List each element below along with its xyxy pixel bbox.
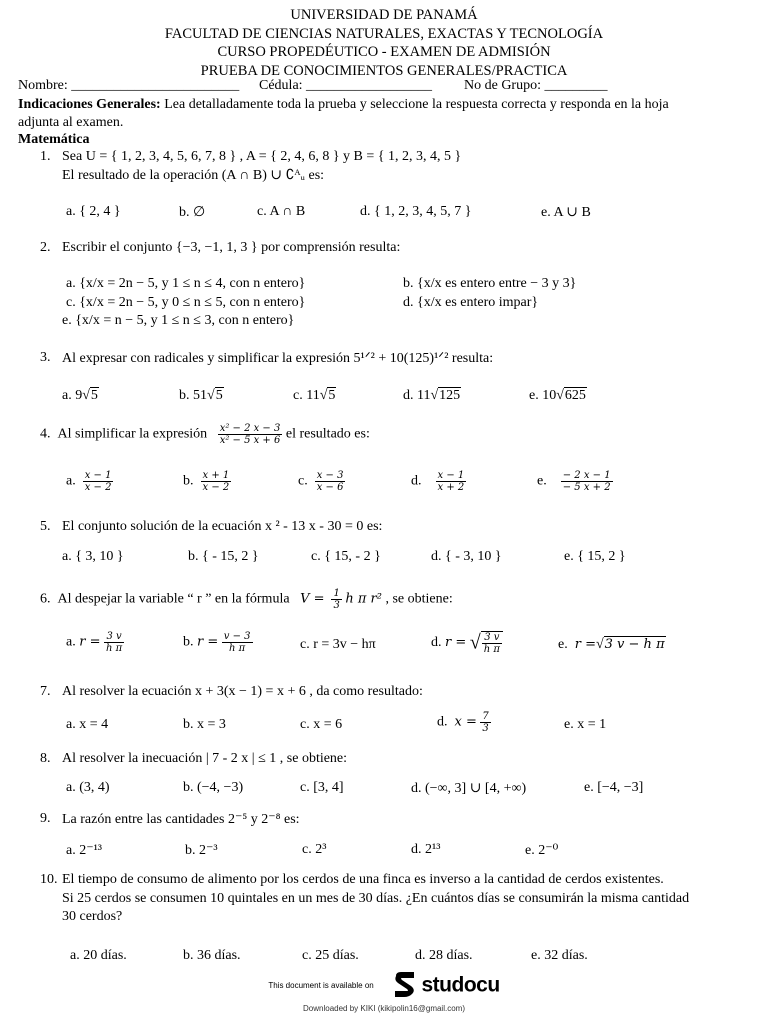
q2-option-c: c. {x/x = 2n − 5, y 0 ≤ n ≤ 5, con n entero} [66, 295, 306, 310]
lhs: r = [79, 634, 101, 650]
fraction [436, 470, 467, 493]
q10-option-d: d. 28 días. [415, 948, 473, 963]
q4-option-d [411, 470, 466, 493]
numerator: 1 [333, 588, 340, 599]
question-8-stem: Al resolver la inecuación | 7 - 2 x | ≤ 1 , se obtiene: [62, 751, 348, 766]
q4-option-c [298, 470, 345, 493]
question-10-line1: El tiempo de consumo de alimento por los cerdos de una finca es inverso a la cantidad de cerdos existentes. [62, 872, 664, 887]
denominator: − 5 x + 2 [562, 482, 611, 493]
option-label: a. [66, 634, 76, 650]
question-9-stem: La razón entre las cantidades 2⁻⁵ y 2⁻⁸ es: [62, 812, 300, 827]
numerator: 7 [482, 711, 489, 722]
radicand: 5 [215, 388, 223, 403]
option-label: d. [411, 473, 422, 489]
q5-option-b: b. { - 15, 2 } [188, 549, 259, 564]
option-label: e. [558, 637, 568, 652]
lhs: r = [574, 637, 596, 652]
option-label: e. [529, 388, 539, 403]
downloaded-by: Downloaded by KIKI (kikipolin16@gmail.com) [303, 1004, 465, 1013]
course-title: CURSO PROPEDÉUTICO - EXAMEN DE ADMISIÓN [217, 44, 551, 60]
option-label: b. [183, 473, 194, 489]
university-name: UNIVERSIDAD DE PANAMÁ [290, 7, 478, 23]
fraction [83, 470, 114, 493]
q3-option-a: a. 9√5 [62, 388, 98, 403]
numerator: − 2 x − 1 [562, 470, 611, 481]
question-2-number: 2. [40, 240, 51, 255]
q7-option-d [437, 711, 491, 734]
radicand: 5 [328, 388, 336, 403]
q5-option-a: a. { 3, 10 } [62, 549, 124, 564]
lhs: r = [197, 634, 219, 650]
formula-lhs: V = [300, 591, 325, 607]
question-1-number: 1. [40, 149, 51, 164]
studocu-footer [0, 970, 768, 1000]
q9-option-a: a. 2⁻¹³ [66, 843, 102, 858]
q8-option-e: e. [−4, −3] [584, 780, 644, 795]
option-label: b. [179, 388, 190, 403]
question-6-stem-end: , se obtiene: [385, 591, 453, 607]
denominator: h π [105, 643, 123, 654]
q2-option-d: d. {x/x es entero impar} [403, 295, 539, 310]
radicand: 125 [439, 388, 461, 403]
q5-option-c: c. { 15, - 2 } [311, 549, 381, 564]
question-6-row [40, 588, 453, 611]
q5-option-e: e. { 15, 2 } [564, 549, 626, 564]
option-label: d. [431, 635, 442, 651]
q7-option-e: e. x = 1 [564, 717, 607, 732]
formula-fraction [331, 588, 341, 611]
fraction [104, 631, 124, 654]
question-7-number: 7. [40, 684, 51, 699]
name-field: Nombre: ________________________ [18, 78, 240, 93]
document-header [0, 6, 768, 80]
question-5-number: 5. [40, 519, 51, 534]
q10-option-b: b. 36 días. [183, 948, 241, 963]
option-label: d. [403, 388, 414, 403]
q3-option-d: d. 11√125 [403, 388, 461, 403]
q4-option-b [183, 470, 231, 493]
q1-option-d: d. { 1, 2, 3, 4, 5, 7 } [360, 204, 472, 219]
q6-option-e: e. r =√3 v − h π [558, 637, 665, 652]
q2-option-a: a. {x/x = 2n − 5, y 1 ≤ n ≤ 4, con n entero} [66, 276, 306, 291]
q1-option-b: b. ∅ [179, 205, 206, 220]
faculty-name: FACULTAD DE CIENCIAS NATURALES, EXACTAS Y TECNOLOGÍA [164, 25, 604, 42]
numerator: 3 v [104, 631, 124, 643]
radicand: 5 [90, 388, 98, 403]
question-2-stem: Escribir el conjunto {−3, −1, 1, 3 } por comprensión resulta: [62, 240, 401, 255]
q7-option-b: b. x = 3 [183, 717, 226, 732]
coefficient: 11 [417, 388, 431, 403]
q8-option-a: a. (3, 4) [66, 780, 110, 795]
numerator: x + 1 [202, 470, 230, 481]
question-4-stem: Al simplificar la expresión [57, 426, 208, 442]
question-4-row [40, 423, 370, 446]
q5-option-d: d. { - 3, 10 } [431, 549, 502, 564]
q9-option-b: b. 2⁻³ [185, 843, 218, 858]
studocu-logo-icon [392, 970, 418, 1001]
q9-option-d: d. 2¹³ [411, 842, 441, 857]
q6-option-c: c. r = 3v − hπ [300, 637, 376, 652]
option-label: c. [298, 473, 308, 489]
question-6-stem: Al despejar la variable “ r ” en la fórmula [57, 591, 290, 607]
q6-option-d: d. r = √ $\frac{3 v}{\text{h π}}$ [431, 631, 503, 655]
question-4-expression [218, 423, 283, 446]
q3-option-c: c. 11√5 [293, 388, 336, 403]
question-10-number: 10. [40, 872, 58, 887]
q7-option-c: c. x = 6 [300, 717, 343, 732]
q4-option-a [66, 470, 113, 493]
denominator: h π [483, 644, 500, 655]
q6-option-a [66, 631, 124, 654]
question-1-stem: Sea U = { 1, 2, 3, 4, 5, 6, 7, 8 } , A = { 2, 4, 6, 8 } y B = { 1, 2, 3, 4, 5 } [62, 149, 462, 164]
instructions-label: Indicaciones Generales: [18, 97, 161, 112]
numerator: v − 3 [223, 631, 251, 642]
available-text: This document is available on [268, 981, 374, 990]
instructions-text: Lea detalladamente toda la prueba y seleccione la respuesta correcta y responda en la hoja [160, 97, 669, 112]
option-label: c. [293, 388, 303, 403]
numerator: x − 3 [316, 470, 344, 481]
q1-option-a: a. { 2, 4 } [66, 204, 121, 219]
q8-option-c: c. [3, 4] [300, 780, 344, 795]
q4-option-e [537, 470, 613, 493]
q7-option-a: a. x = 4 [66, 717, 109, 732]
question-4-number: 4. [40, 426, 51, 442]
fraction [480, 711, 490, 734]
question-3-number: 3. [40, 350, 51, 365]
q6-option-b [183, 631, 253, 654]
coefficient: 11 [306, 388, 320, 403]
q3-option-e: e. 10√625 [529, 388, 586, 403]
q2-option-b: b. {x/x es entero entre − 3 y 3} [403, 276, 577, 291]
question-3-stem: Al expresar con radicales y simplificar la expresión 5¹ᐟ² + 10(125)¹ᐟ² resulta: [62, 351, 494, 366]
denominator: x − 2 [84, 482, 112, 493]
q9-option-c: c. 2³ [302, 842, 327, 857]
denominator: h π [229, 643, 246, 654]
option-label: a. [66, 473, 76, 489]
numerator: 3 v [482, 632, 502, 644]
fraction [315, 470, 346, 493]
question-1-stem-2: El resultado de la operación (A ∩ B) ∪ ∁ᴬᵤ es: [62, 168, 325, 183]
group-field: No de Grupo: _________ [464, 78, 608, 93]
option-label: a. [62, 388, 72, 403]
question-6-number: 6. [40, 591, 51, 607]
fraction [481, 631, 503, 655]
denominator: 3 [482, 723, 489, 734]
test-title: PRUEBA DE CONOCIMIENTOS GENERALES/PRACTICA [200, 62, 568, 79]
q10-option-c: c. 25 días. [302, 948, 359, 963]
q1-option-c: c. A ∩ B [257, 204, 306, 219]
radicand: 3 v − h π [604, 637, 665, 652]
q2-option-e: e. {x/x = n − 5, y 1 ≤ n ≤ 3, con n entero} [62, 313, 295, 328]
lhs: r = [445, 635, 467, 651]
section-title: Matemática [18, 132, 90, 147]
q8-option-b: b. (−4, −3) [183, 780, 244, 795]
instructions-line2: adjunta al examen. [18, 115, 124, 130]
question-5-stem: El conjunto solución de la ecuación x ² - 13 x - 30 = 0 es: [62, 519, 383, 534]
fraction [201, 470, 232, 493]
fraction [222, 631, 253, 654]
coefficient: 9 [75, 388, 83, 403]
denominator: x² − 5 x + 6 [219, 435, 281, 446]
numerator: x − 1 [437, 470, 465, 481]
question-9-number: 9. [40, 811, 51, 826]
denominator: x − 6 [316, 482, 344, 493]
radicand: 625 [564, 388, 586, 403]
question-10-line2: Si 25 cerdos se consumen 10 quintales en un mes de 30 días. ¿En cuántos días se consumirán la misma cantidad [62, 891, 690, 906]
option-label: e. [537, 473, 547, 489]
q1-option-e: e. A ∪ B [541, 205, 591, 220]
id-field: Cédula: __________________ [259, 78, 433, 93]
fraction [561, 470, 613, 493]
studocu-brand[interactable]: studocu [421, 973, 500, 997]
instructions-line1 [18, 97, 669, 113]
question-4-stem-end: el resultado es: [285, 426, 370, 442]
numerator: x − 1 [84, 470, 112, 481]
q10-option-a: a. 20 días. [70, 948, 127, 963]
question-10-line3: 30 cerdos? [62, 909, 123, 924]
q9-option-e: e. 2⁻⁰ [525, 843, 559, 858]
denominator: x − 2 [202, 482, 230, 493]
q10-option-e: e. 32 días. [531, 948, 588, 963]
formula-rhs: h π r² [345, 591, 382, 607]
coefficient: 51 [193, 388, 207, 403]
denominator: 3 [333, 600, 340, 611]
q3-option-b: b. 51√5 [179, 388, 223, 403]
denominator: x + 2 [437, 482, 465, 493]
option-label: b. [183, 634, 194, 650]
numerator: x² − 2 x − 3 [219, 423, 281, 434]
question-8-number: 8. [40, 751, 51, 766]
coefficient: 10 [542, 388, 557, 403]
lhs: x = [454, 714, 477, 730]
option-label: d. [437, 714, 448, 730]
question-7-stem: Al resolver la ecuación x + 3(x − 1) = x + 6 , da como resultado: [62, 684, 423, 699]
q8-option-d: d. (−∞, 3] ∪ [4, +∞) [411, 781, 527, 796]
